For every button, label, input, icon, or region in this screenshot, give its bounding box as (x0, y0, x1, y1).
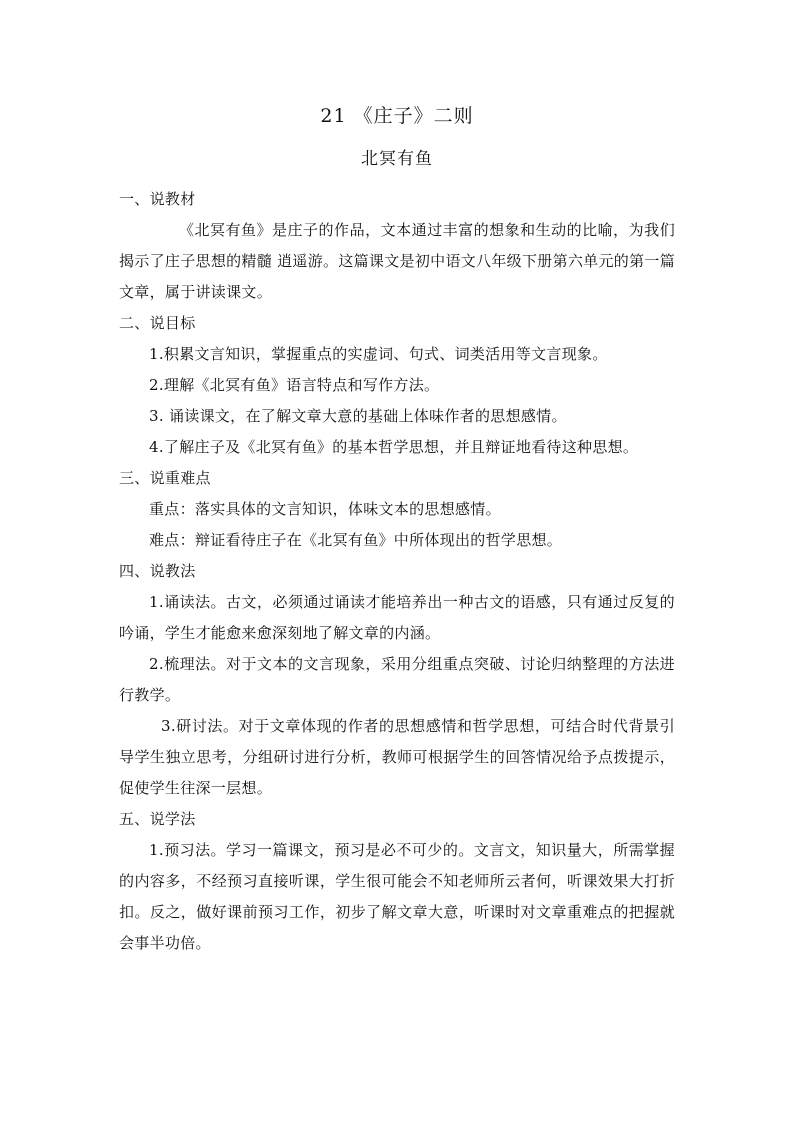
section-heading: 三、说重难点 (119, 469, 211, 487)
paragraph: 1.诵读法。古文，必须通过诵读才能培养出一种古文的语感，只有通过反复的吟诵，学生才能愈来愈深刻地了解文章的内涵。 (119, 593, 675, 642)
document-subtitle: 北冥有鱼 (361, 149, 433, 169)
paragraph: 2.梳理法。对于文本的文言现象，采用分组重点突破、讨论归纳整理的方法进行教学。 (119, 655, 675, 704)
list-item: 重点：落实具体的文言知识，体味文本的思想感情。 (149, 500, 501, 518)
list-item: 难点：辩证看待庄子在《北冥有鱼》中所体现出的哲学思想。 (149, 531, 563, 549)
list-item: 3. 诵读课文，在了解文章大意的基础上体味作者的思想感情。 (149, 407, 567, 425)
paragraph: 3.研讨法。对于文章体现的作者的思想感情和哲学思想，可结合时代背景引导学生独立思考，分组研讨进行分析，教师可根据学生的回答情况给予点拨提示，促使学生往深一层想。 (119, 717, 675, 797)
paragraph: 1.预习法。学习一篇课文，预习是必不可少的。文言文，知识量大，所需掌握的内容多，不经预习直接听课，学生很可能会不知老师所云者何，听课效果大打折扣。反之，做好课前预习工作，初步了解文章大意，听课时对文章重难点的把握就会事半功倍。 (119, 841, 675, 952)
section-heading: 五、说学法 (119, 810, 196, 828)
section-heading: 四、说教法 (119, 562, 196, 580)
document-body (119, 184, 675, 959)
paragraph: 《北冥有鱼》是庄子的作品，文本通过丰富的想象和生动的比喻，为我们揭示了庄子思想的精髓 逍遥游。这篇课文是初中语文八年级下册第六单元的第一篇文章，属于讲读课文。 (119, 221, 675, 301)
list-item: 4.了解庄子及《北冥有鱼》的基本哲学思想，并且辩证地看待这种思想。 (149, 438, 639, 456)
document-title: 21 《庄子》二则 (320, 105, 474, 127)
list-item: 1.积累文言知识，掌握重点的实虚词、句式、词类活用等文言现象。 (149, 345, 608, 363)
section-heading: 一、说教材 (119, 190, 196, 208)
section-heading: 二、说目标 (119, 314, 196, 332)
list-item: 2.理解《北冥有鱼》语言特点和写作方法。 (149, 376, 440, 394)
